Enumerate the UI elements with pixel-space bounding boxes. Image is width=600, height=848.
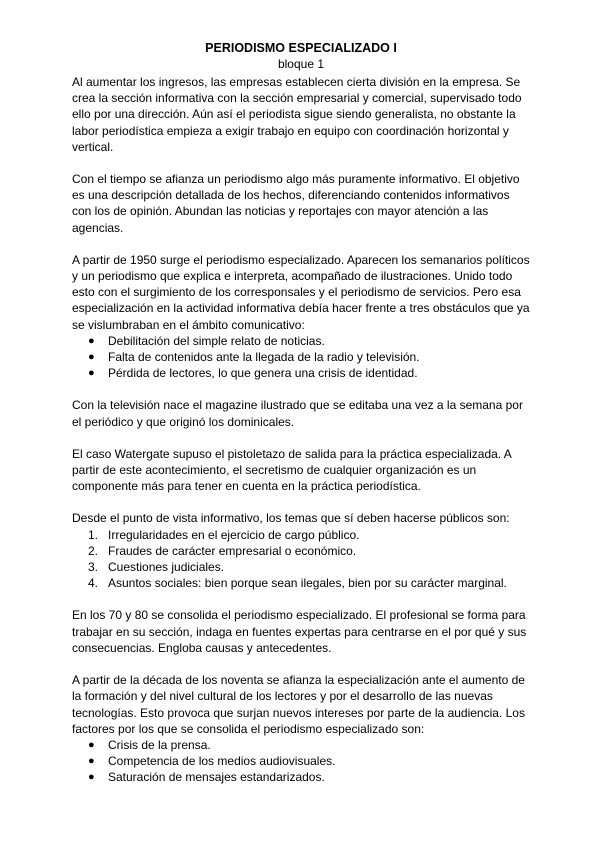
paragraph-periodismo-informativo: Con el tiempo se afianza un periodismo algo más puramente informativo. El objetivo es una descripción detallada de los hechos, diferenciando contenidos informativos con los de opinión. Abundan las noticias y reportajes con mayor atención a las agencias.	[72, 172, 520, 235]
bullet-icon: ●	[88, 771, 95, 784]
list-item: 2. Fraudes de carácter empresarial o económico.	[88, 543, 357, 558]
paragraph-noventa: A partir de la década de los noventa se afianza la especialización ante el aumento de la formación y del nivel cultural de los lectores y por el desarrollo de las nuevas tecnologías. Esto provoca que surjan nuevos intereses por parte de la audiencia. Los factores por los que se consolida el periodismo especializado son:	[72, 673, 525, 736]
list-item: ● Debilitación del simple relato de noticias.	[88, 333, 325, 348]
bullet-icon: ●	[88, 738, 95, 751]
factors-list	[72, 737, 530, 786]
list-item: ● Crisis de la prensa.	[88, 737, 211, 752]
paragraph-division-empresa: Al aumentar los ingresos, las empresas establecen cierta división en la empresa. Se crea la sección informativa con la sección empresarial y comercial, supervisado todo ello por una dirección. Aún así el periodista sigue siendo generalista, no obstante la labor periodística empieza a exigir trabajo en equipo con coordinación horizontal y vertical.	[72, 75, 522, 154]
list-number: 3.	[88, 560, 99, 575]
list-item: 3. Cuestiones judiciales.	[88, 560, 225, 575]
list-item: ● Pérdida de lectores, lo que genera una crisis de identidad.	[88, 366, 418, 381]
list-number: 2.	[88, 543, 99, 558]
paragraph-television: Con la televisión nace el magazine ilustrado que se editaba una vez a la semana por el periódico y que originó los dominicales.	[72, 398, 523, 429]
paragraph-watergate: El caso Watergate supuso el pistoletazo de salida para la práctica especializada. A partir de este acontecimiento, el secretismo de cualquier organización es un componente más para tener en cuenta en la práctica periodística.	[72, 446, 512, 494]
list-item: ● Falta de contenidos ante la llegada de la radio y televisión.	[88, 350, 420, 365]
public-topics-list	[72, 527, 530, 592]
document-page	[72, 40, 530, 786]
obstacles-list	[72, 333, 530, 382]
list-item: ● Saturación de mensajes estandarizados.	[88, 770, 325, 785]
document-title: PERIODISMO ESPECIALIZADO I	[205, 41, 397, 55]
list-item: 4. Asuntos sociales: bien porque sean ilegales, bien por su carácter marginal.	[88, 576, 507, 591]
bullet-icon: ●	[88, 755, 95, 768]
bullet-icon: ●	[88, 367, 95, 380]
bullet-icon: ●	[88, 334, 95, 347]
document-subtitle: bloque 1	[277, 57, 325, 71]
paragraph-1950: A partir de 1950 surge el periodismo especializado. Aparecen los semanarios políticos y un periodismo que explica e interpreta, acompañado de ilustraciones. Unido todo esto con el surgimiento de los corresponsales y el periodismo de servicios. Pero esa especialización en la actividad informativa debía hacer frente a tres obstáculos que ya se vislumbraban en el ámbito comunicativo:	[72, 252, 530, 332]
list-item: 1. Irregularidades en el ejercicio de cargo público.	[88, 527, 360, 542]
bullet-icon: ●	[88, 351, 95, 364]
list-item: ● Competencia de los medios audiovisuales.	[88, 754, 336, 769]
paragraph-70-80: En los 70 y 80 se consolida el periodismo especializado. El profesional se forma para trabajar en su sección, indaga en fuentes expertas para centrarse en el por qué y sus consecuencias. Engloba causas y antecedentes.	[72, 608, 527, 655]
list-number: 4.	[88, 576, 99, 591]
list-number: 1.	[88, 527, 99, 542]
paragraph-temas-publicos: Desde el punto de vista informativo, los temas que sí deben hacerse públicos son:	[72, 511, 510, 526]
